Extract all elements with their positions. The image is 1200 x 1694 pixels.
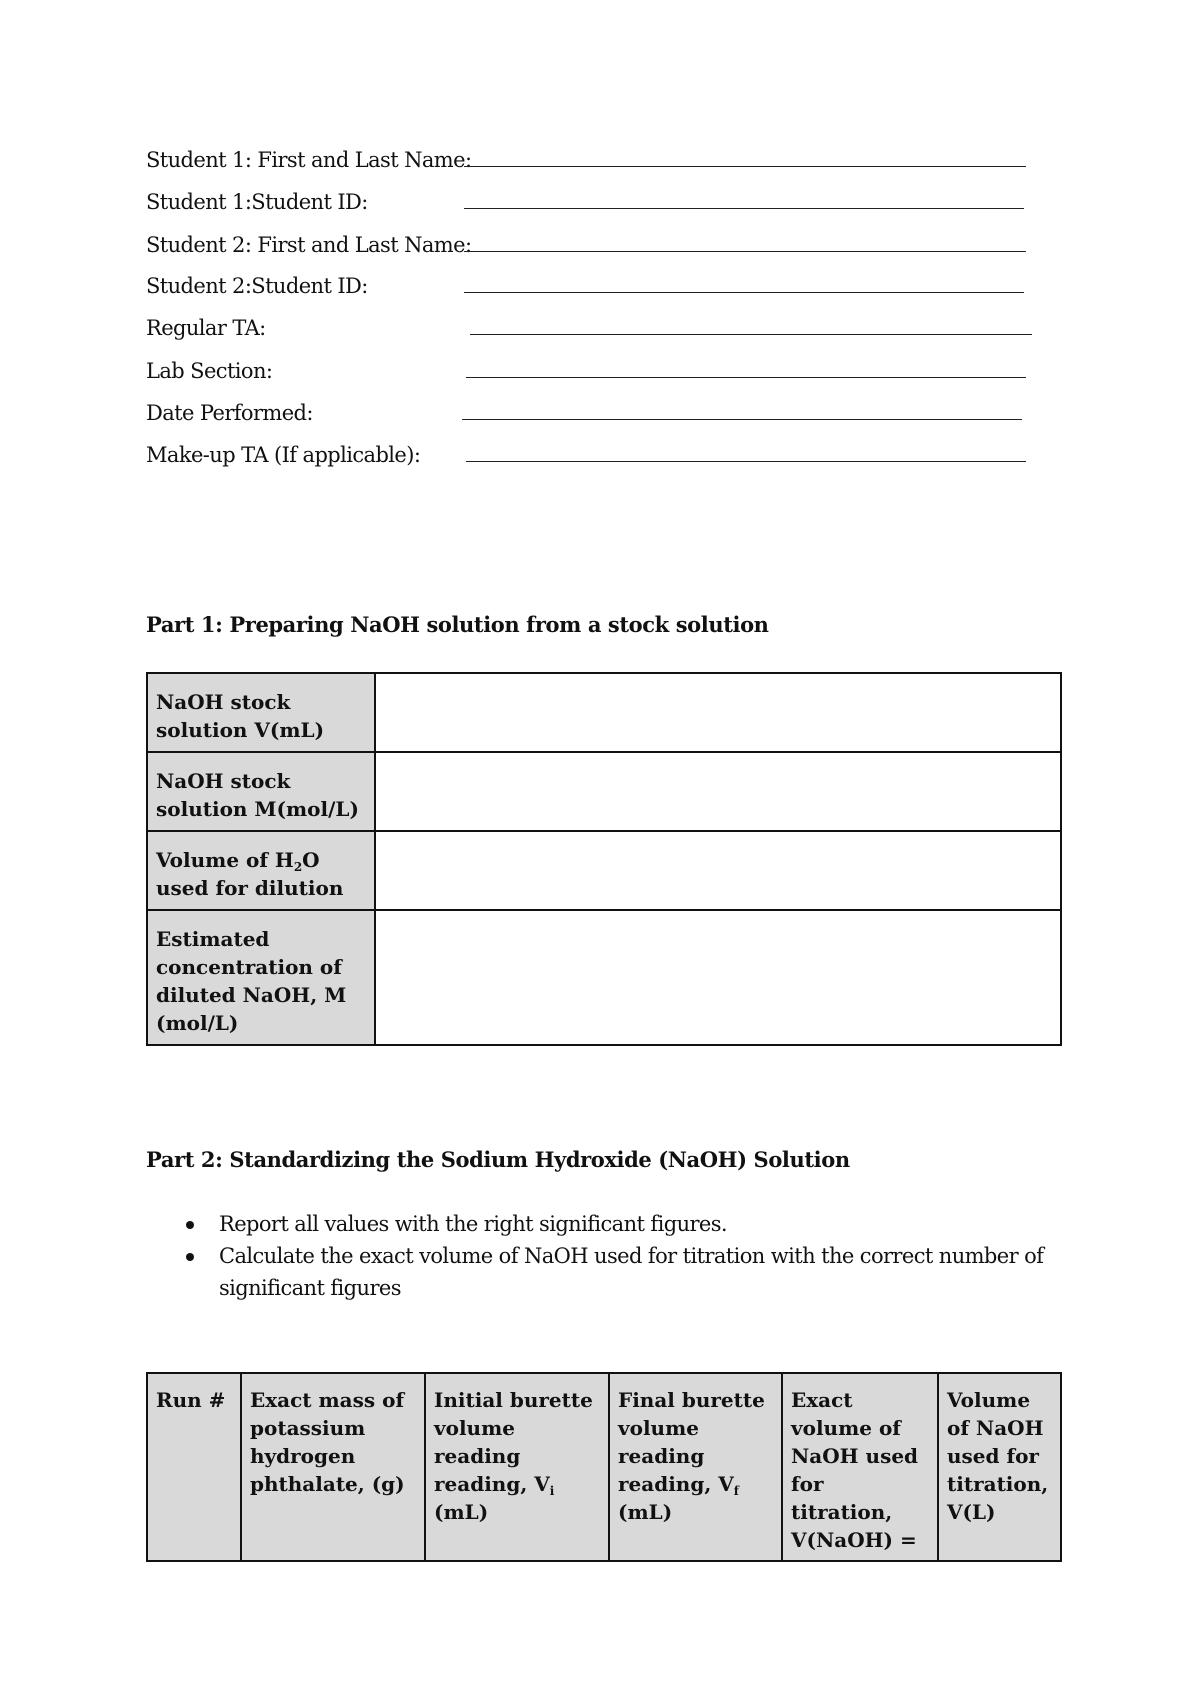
value-cell[interactable] (375, 752, 1061, 831)
field-student1-id (146, 182, 1026, 222)
part1-heading: Part 1: Preparing NaOH solution from a stock solution (146, 612, 769, 637)
table-row (147, 910, 1061, 1045)
table-header-row (147, 1373, 1061, 1561)
field-label: Student 1:Student ID: (146, 190, 368, 214)
field-student1-name (146, 140, 1026, 180)
column-header: Initial burette volume reading reading, $V_i$ (mL) (425, 1373, 609, 1561)
fill-in-line[interactable] (464, 251, 1026, 252)
field-label: Student 1: First and Last Name: (146, 148, 472, 172)
column-header: Exact volume of NaOH used for titration, V(NaOH) = (782, 1373, 938, 1561)
fill-in-line[interactable] (470, 334, 1032, 335)
fill-in-line[interactable] (464, 292, 1024, 293)
value-cell[interactable] (375, 910, 1061, 1045)
table-row (147, 673, 1061, 752)
field-date-performed (146, 393, 1026, 433)
row-label: NaOH stock solution M(mol/L) (147, 752, 375, 831)
table-row (147, 831, 1061, 910)
field-label: Lab Section: (146, 359, 273, 383)
fill-in-line[interactable] (462, 419, 1022, 420)
field-makeup-ta (146, 435, 1026, 475)
bullet-icon (186, 1221, 194, 1229)
value-cell[interactable] (375, 673, 1061, 752)
field-label: Make-up TA (If applicable): (146, 443, 421, 467)
field-label: Student 2:Student ID: (146, 274, 368, 298)
fill-in-line[interactable] (466, 461, 1026, 462)
instructions-list (146, 1208, 1046, 1304)
bullet-icon (186, 1253, 194, 1261)
part2-table (146, 1372, 1062, 1562)
value-cell[interactable] (375, 831, 1061, 910)
list-item: Report all values with the right significant figures. (146, 1208, 1046, 1240)
column-header: Exact mass of potassium hydrogen phthalate, (g) (241, 1373, 425, 1561)
field-regular-ta (146, 308, 1026, 348)
column-header: Volume of NaOH used for titration, V(L) (938, 1373, 1061, 1561)
column-header: Run # (147, 1373, 241, 1561)
field-lab-section (146, 351, 1026, 391)
column-header: Final burette volume reading reading, $V_f$ (mL) (609, 1373, 782, 1561)
fill-in-line[interactable] (464, 208, 1024, 209)
field-label: Date Performed: (146, 401, 313, 425)
part2-heading: Part 2: Standardizing the Sodium Hydroxide (NaOH) Solution (146, 1147, 850, 1172)
part1-table (146, 672, 1062, 1046)
field-label: Student 2: First and Last Name: (146, 233, 472, 257)
fill-in-line[interactable] (466, 377, 1026, 378)
field-student2-id (146, 266, 1026, 306)
row-label: Estimated concentration of diluted NaOH, M (mol/L) (147, 910, 375, 1045)
row-label: Volume of $H_2O$ used for dilution (147, 831, 375, 910)
row-label: NaOH stock solution V(mL) (147, 673, 375, 752)
fill-in-line[interactable] (464, 166, 1026, 167)
field-student2-name (146, 225, 1026, 265)
list-item: Calculate the exact volume of NaOH used for titration with the correct number of significant figures (146, 1240, 1046, 1304)
field-label: Regular TA: (146, 316, 266, 340)
table-row (147, 752, 1061, 831)
